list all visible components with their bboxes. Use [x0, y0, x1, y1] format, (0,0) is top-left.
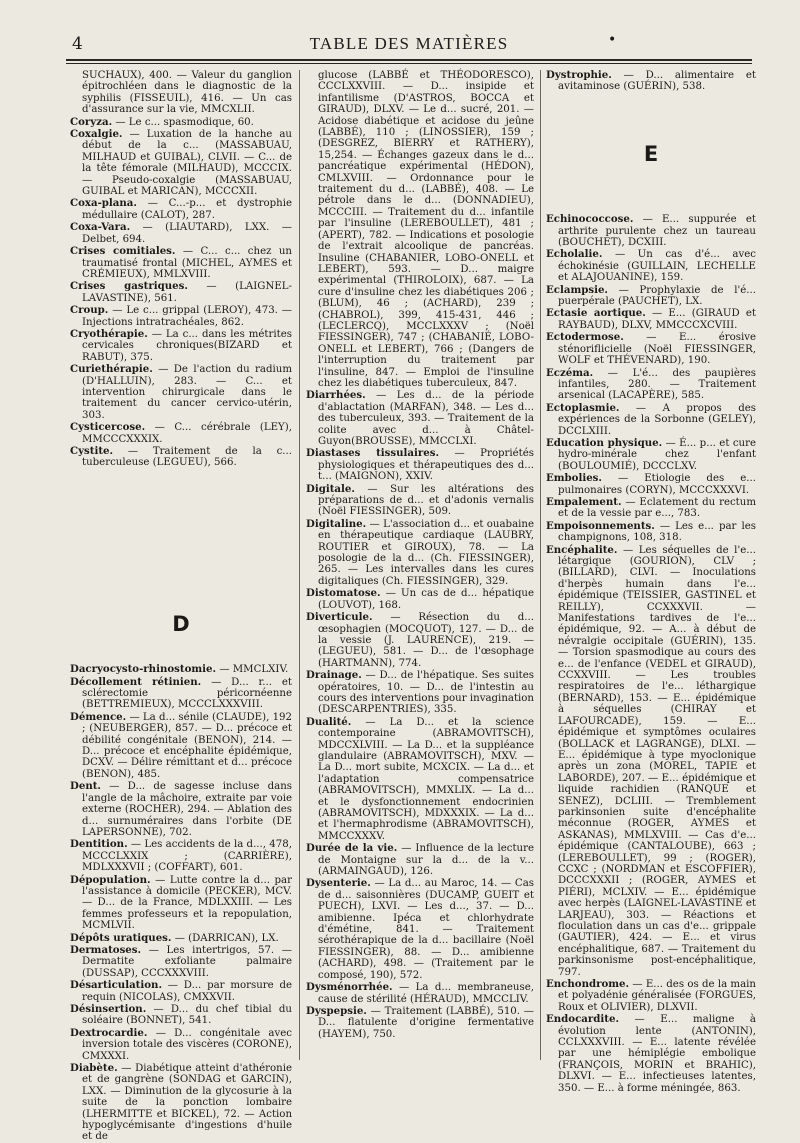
running-title: TABLE DES MATIÈRES — [309, 34, 509, 53]
header-rule — [66, 59, 752, 61]
index-entry — [546, 403, 756, 437]
entry-head: Embolies. — [546, 472, 602, 485]
entry-head: Dextrocardie. — [70, 1026, 148, 1039]
entry-text: — Traitement (LABBÉ), 510. — D... flatulente d'origine fermentative (HAYEM), 750. — [318, 1005, 534, 1040]
entry-head: Dysménorrhée. — [306, 981, 393, 994]
index-entry — [306, 519, 534, 587]
entry-head: Dermatoses. — [70, 943, 142, 956]
entry-head: Eclampsie. — [546, 283, 608, 296]
entry-head: Ectasie aortique. — [546, 307, 646, 320]
entry-text: — D... du chef tibial du soléaire (BONNET), 541. — [82, 1004, 292, 1027]
entry-head: Cryothérapie. — [70, 327, 148, 340]
entry-text: — Lutte contre la d... par l'assistance à domicile (PECKER), MCV. — D... de la France, MDLXXIII. — Les femmes professeurs et la repopulation, MCMLVII. — [82, 874, 292, 932]
entry-head: Empoisonnements. — [546, 519, 655, 532]
entry-text: — Un cas de d... hépatique (LOUVOT), 168. — [318, 588, 534, 611]
entry-head: Coxalgie. — [70, 128, 123, 141]
entry-head: Durée de la vie. — [306, 842, 398, 855]
entry-head: Coryza. — [70, 115, 113, 128]
entry-text: — D... alimentaire et avitaminose (GUÉRIN), 538. — [558, 70, 756, 93]
entry-head: Enchondrome. — [546, 978, 630, 991]
entry-head: Dualité. — [306, 715, 352, 728]
index-entry — [306, 448, 534, 482]
entry-head: Ectoplasmie. — [546, 401, 620, 414]
entry-head: Décollement rétinien. — [70, 675, 202, 688]
entry-text: — E... suppurée et arthrite purulente chez un taureau (BOUCHET), DCXIII. — [558, 214, 756, 249]
index-entry — [70, 246, 292, 280]
entry-text: — La d... sénile (CLAUDE), 192 ; (NEUBERGER), 857. — D... précoce et débilité congénitale (BENON), 214. — D... précoce et encéphalite épidémique, DCXV. — Délire rémittant et d... précoce (BENON), 485. — [82, 711, 293, 780]
index-entry — [70, 1063, 292, 1143]
index-entry — [70, 422, 292, 445]
entry-text: — (DARRICAN), LX. — [171, 932, 279, 944]
entry-head: Diverticule. — [306, 611, 373, 624]
index-entry — [306, 484, 534, 518]
entry-head: Diabète. — [70, 1062, 118, 1075]
entry-text: — La d... membraneuse, cause de stérilité (HÉRAUD), MMCCLIV. — [318, 982, 534, 1005]
index-entry — [546, 70, 756, 93]
entry-text: — Les e... par les champignons, 108, 318. — [558, 520, 756, 544]
entry-text: — La D... et la science contemporaine (ABRAMOVITSCH), MDCCXLVIII. — La D... et la suppléance glandulaire (ABRAMOVITSCH), MXV. — La D... mort subite, MCXCIX. — La d... et l'adaptation compensatrice (ABRAMOVITSCH), MMXLIX. — La d... et le dysfonctionnement endocrinien (ABRAMOVITSCH), MDXXXIX. — La d... et l'hermaphrodisme (ABRAMOVITSCH), MMCCXXXV. — [318, 716, 534, 842]
entry-head: Echolalie. — [546, 248, 603, 261]
index-entry — [70, 70, 292, 116]
entry-head: Digitaline. — [306, 517, 367, 530]
entry-text: — (LIAUTARD), LXX. — Delbet, 694. — [82, 222, 292, 245]
entry-head: Dépopulation. — [70, 873, 151, 886]
index-entry — [70, 364, 292, 421]
entry-text: — Le c... spasmodique, 60. — [112, 116, 254, 128]
entry-head: Diastases tissulaires. — [306, 447, 439, 460]
entry-head: Désarticulation. — [70, 979, 163, 992]
entry-text: — D... par morsure de requin (NICOLAS), CMXXVII. — [82, 980, 292, 1003]
index-entry — [70, 781, 292, 838]
entry-text: — Un cas d'é... avec échokinésie (GUILLAIN, LECHELLE et ALAJOUANINE), 159. — [558, 249, 756, 284]
index-entry — [70, 933, 292, 944]
entry-text: — É... p... et cure hydro-minérale chez l'enfant (BOULOUMIÉ), DCCCLXV. — [558, 437, 756, 472]
index-entry — [70, 446, 292, 469]
index-entry — [70, 329, 292, 363]
entry-text: — MMCLXIV. — [216, 664, 289, 676]
entry-head: Dacryocysto-rhinostomie. — [70, 663, 217, 676]
entry-text: — Influence de la lecture de Montaigne sur la d... de la v... (ARMAINGAUD), 126. — [318, 843, 535, 878]
section-letter-d: D — [172, 611, 190, 636]
index-entry — [306, 1006, 534, 1040]
entry-text: — E... maligne à évolution lente (ANTONIN), CCLXXXVIII. — E... latente révélée par une hémiplégie embolique (FRANÇOIS, MORIN et BRAHIC), DLXVI. — E... infectieuses latentes, 350. — E... à forme méningée, 863. — [558, 1014, 756, 1094]
entry-head: Endocardite. — [546, 1013, 619, 1026]
entry-text: — A propos des expériences de la Sorbonne (GELEY), DCCLXIII. — [558, 402, 756, 437]
entry-head: Empalement. — [546, 495, 622, 508]
entry-text: — (LAIGNEL-LAVASTINE), 561. — [82, 281, 293, 304]
entry-head: Ectodermose. — [546, 331, 624, 344]
entry-text: — Prophylaxie de l'é... puerpérale (PAUCHET), LX. — [558, 284, 756, 308]
section-letter-e: E — [643, 141, 659, 166]
entry-text: — Le c... grippal (LEROY), 473. — Injections intratrachéales, 862. — [82, 305, 292, 328]
index-entry — [546, 332, 756, 366]
entry-text: — Diabétique atteint d'athéronie et de gangrène (SONDAG et GARCIN), LXX. — Diminution de la glycosurie à la suite de la ponction lombaire (LHERMITTE et BICKEL), 72. — Action hypoglycémisante d'ingestions d'huile et de — [82, 1063, 292, 1143]
header-rule-thin — [66, 63, 752, 64]
entry-text: — Résection du d... œsophagien (MOCQUOT), 127. — D... de la vessie (J. LAURENCE), 219. — (LEGUEU), 581. — D... de l'œsophage (HARTMANN), 774. — [318, 612, 534, 669]
index-entry — [546, 979, 756, 1013]
entry-head: Cystite. — [70, 445, 114, 457]
entry-head: Démence. — [70, 710, 127, 723]
entry-text: glucose (LABBÉ et THÉODORESCO), CCCLXXVIII. — D... insipide et infantilisme (D'ASTROS, BOCCA et GIRAUD), DLXV. — Le d... sucré, 201. — Acidose diabétique et acidose du jeûne (LABBÉ), 110 ; (LINOSSIER), 159 ; (DESGREZ, BIERRY et RATHERY), 15,254. — Échanges gazeux dans le d... pancréatique expérimental (HÉDON), CMLXVIII. — Ordonnance pour le traitement du d... (LABBÉ), 408. — Le pétrole dans le d... (DONNADIEU), MCCCIII. — Traitement du d... infantile par l'insuline (LEREBOULLET), 481 ; (APERT), 782. — Indications et posologie de l'extrait alcoolique de pancréas. Insuline (CHABANIER, LOBO-ONELL et LEBERT), 593. — D... maigre expérimental (THIROLOIX), 687. — La cure d'insuline chez les diabétiques 206 ; (BLUM), 46 ; (ACHARD), 239 ; (CHABROL), 399, 415-431, 446 ; (LECLERCQ), MCCLXXXV ; (Noël FIESSINGER), 747 ; (CHABANIÉ, LOBO-ONELL et LEBERT), 766 ; (Dangers de l'interruption du traitement par l'insuline, 847. — Emploi de l'insuline chez les diabétiques tuberculeux, 847. — [318, 70, 534, 389]
entry-text: — Sur les altérations des préparations de d... et d'adonis vernalis (Noël FIESSINGER), 509. — [318, 483, 534, 518]
index-entry — [70, 875, 292, 932]
entry-head: Curiethérapie. — [70, 363, 153, 376]
entry-head: Crises comitiales. — [70, 245, 176, 258]
column-divider — [540, 70, 541, 1060]
entry-head: Dépôts uratiques. — [70, 931, 172, 944]
entry-text: — Propriétés physiologiques et thérapeutiques des d... t... (MAIGNON), XXIV. — [318, 448, 534, 483]
entry-text: — D... de l'hépatique. Ses suites opératoires, 10. — D... de l'intestin au cours des interventions pour invagination (DESCARPENTRIES), 335. — [318, 670, 534, 716]
entry-text: — Etiologie des e... pulmonaires (CORYN), MCCCXXXVI. — [558, 473, 756, 496]
entry-text: — E... érosive sténoriflicielle (Noël FIESSINGER, WOLF et THÉVENARD), 190. — [558, 332, 756, 367]
entry-text: — L'é... des paupières infantiles, 280. — Traitement arsenical (LACAPÈRE), 585. — [558, 367, 756, 402]
index-entry — [546, 285, 756, 308]
index-entry — [546, 545, 756, 978]
index-entry — [70, 1004, 292, 1027]
entry-text: — La d... au Maroc, 14. — Cas de d... saisonnières (DUCAMP, GUEIT et PUECH), LXVI. — Les d..., 37. — D... amibienne. Ipéca et chlorhydrate d'émétine, 841. — Traitement sérothérapique de la d... bacillaire (Noël FIESSINGER), 88. — D... amibienne (ACHARD), 498. — (Traitement par le composé, 190), 572. — [318, 878, 534, 981]
index-entry — [70, 1028, 292, 1062]
index-entry — [70, 712, 292, 780]
entry-head: Drainage. — [306, 669, 362, 682]
entry-text: — E... des os de la main et polyadénie généralisée (FORGUES, Roux et OLIVIER), DLXVII. — [558, 979, 756, 1013]
entry-text: — D... congénitale avec inversion totale des viscères (CORONE), CMXXXI. — [82, 1027, 292, 1062]
index-entry — [546, 249, 756, 283]
entry-text: — Les intertrigos, 57. — Dermatite exfoliante palmaire (DUSSAP), CCCXXXVIII. — [82, 944, 292, 979]
column-3 — [546, 69, 756, 1094]
entry-text: — La c... dans les métrites cervicales chroniques(BIZARD et RABUT), 375. — [82, 328, 292, 363]
entry-text: SUCHAUX), 400. — Valeur du ganglion épitrochléen dans le diagnostic de la syphilis (FISSEUIL), 416. — Un cas d'assurance sur la vie, MMCXLII. — [82, 70, 292, 116]
entry-text: — Eclatement du rectum et de la vessie par e..., 783. — [558, 496, 756, 520]
entries-d — [70, 664, 292, 1143]
entry-head: Coxa-Vara. — [70, 221, 131, 234]
index-entry — [546, 521, 756, 544]
index-entry — [306, 982, 534, 1005]
index-entry — [306, 843, 534, 877]
entry-head: Dyspepsie. — [306, 1004, 367, 1017]
entry-head: Dysenterie. — [306, 877, 371, 890]
entry-head: Education physique. — [546, 436, 663, 449]
index-entry — [546, 308, 756, 331]
index-entry — [306, 717, 534, 842]
index-entry — [70, 198, 292, 221]
entry-text: — D... r... et sclérectomie péricornéenne (BETTREMIEUX), MCCCLXXXVIII. — [82, 676, 293, 711]
index-entry — [70, 117, 292, 128]
index-entry — [306, 670, 534, 716]
index-entry — [306, 612, 534, 669]
entry-head: Encéphalite. — [546, 543, 618, 556]
column-1 — [70, 70, 293, 1143]
entry-head: Dent. — [70, 780, 101, 793]
index-entry — [70, 945, 292, 979]
entry-text: — D... de sagesse incluse dans l'angle de la mâchoire, extraite par voie externe (ROCHER), 294. — Ablation des d... surnuméraires dans l'orbite (DE LAPERSONNE), 702. — [82, 781, 292, 838]
entry-text: — C... c... chez un traumatisé frontal (MICHEL, AYMES et CRÉMIEUX), MMLXVIII. — [82, 246, 292, 280]
header-mark: • — [608, 32, 617, 48]
entry-text: — Luxation de la hanche au début de la c... (MASSABUAU, MILHAUD et GUIBAL), CLVII. — C... de la tête fémorale (MILHAUD), MCCCIX. — Pseudo-coxalgie (MASSABUAU, GUIBAL et MARICAN), MCCCXII. — [82, 129, 292, 198]
entry-text: — De l'action du radium (D'HALLUIN), 283. — C... et intervention chirurgicale dans le traitement du cancer cervico-utérin, 303. — [82, 364, 292, 421]
entries-c — [70, 70, 292, 469]
page-number: 4 — [72, 34, 83, 54]
entry-head: Digitale. — [306, 482, 355, 495]
column-2 — [306, 70, 534, 1060]
entry-text: — Traitement de la c... tuberculeuse (LEGUEU), 566. — [82, 446, 292, 469]
entry-head: Eczéma. — [546, 366, 594, 379]
index-entry — [70, 664, 292, 675]
index-entry — [306, 588, 534, 611]
index-entry — [70, 281, 292, 304]
entry-head: Coxa-plana. — [70, 197, 137, 210]
entry-text: — Les d... de la période d'ablactation (MARFAN), 348. — Les d... des tuberculeux, 393. — Traitement de la colite avec d... à Châtel-Guyon(BROUSSE), MMCCLXI. — [318, 390, 534, 447]
column-divider — [299, 70, 300, 1060]
index-entry — [70, 677, 292, 711]
entry-head: Crises gastriques. — [70, 280, 188, 293]
entry-head: Cysticercose. — [70, 421, 146, 434]
entry-text: — L'association d... et ouabaine en thérapeutique cardiaque (LAUBRY, ROUTIER et GIROUX), 78. — La posologie de la d... (Ch. FIESSINGER), 265. — Les intervalles dans les cures digitaliques (Ch. FIESSINGER), 329. — [318, 518, 534, 587]
index-entry — [546, 438, 756, 472]
index-entry — [70, 305, 292, 328]
entry-head: Dentition. — [70, 838, 128, 851]
entry-text: — C... cérébrale (LEY), MMCCCXXXIX. — [82, 422, 292, 445]
page-header — [66, 30, 752, 60]
entry-head: Diarrhées. — [306, 389, 366, 402]
entry-head: Echinococcose. — [546, 213, 634, 226]
entry-text: — E... (GIRAUD et RAYBAUD), DLXV, MMCCCXCVIII. — [558, 308, 756, 331]
index-entry — [70, 839, 292, 873]
index-entry — [70, 980, 292, 1003]
index-entry — [546, 497, 756, 520]
entry-head: Distomatose. — [306, 587, 381, 600]
entry-text: — Les séquelles de l'e... létargique (GOURION), CLV ; (BILLARD), CLVI. — Inoculations d'herpès humain dans l'e... épidémique (TEISSIER, GASTINEL et REILLY), CCXXXVII. — Manifestations tardives de l'e... épidémique, 92. — A... à début de névralgie occipitale (GUÉRIN), 135. — Torsion spasmodique au cours des e... de l'enfance (VEDEL et GIRAUD), CCXXVIII. — Les troubles respiratoires de l'e... léthargique (BERNARD), 153. — E... épidémique à séquelles (CHIRAY et LAFOURCADE), 159. — E... épidémique et symptômes oculaires (BOLLACK et LAGRANGE), DLXI. — E... épidémique à type myoclonique après un zona (MOREL, TAPIE et LABORDE), 207. — E... épidémique et liquide rachidien (RANQUE et SENEZ), DCLIII. — Tremblement parkinsonien suite d'encéphalite méconnue (ROGER, AYMES et ASKANAS), MMLXVIII. — Cas d'e... épidémique (CANTALOUBE), 663 ; (LEREBOULLET), 99 ; (ROGER), CCXC ; (NORDMAN et ESCOFFIER), DCCCXXXII ; (ROGER, AYMES et PIÉRI), MCLXIV. — E... épidémique avec herpès (LAIGNEL-LAVASTINE et LARJEAU), 303. — Réactions et floculation dans un cas d'e... grippale (GAUTIER), 424. — E... et virus encéphalitique, 687. — Traitement du parkinsonisme post-encéphalitique, 797. — [558, 544, 756, 978]
entry-text: — C...-p... et dystrophie médullaire (CALOT), 287. — [82, 198, 292, 221]
index-entry — [306, 70, 534, 389]
index-entry — [546, 368, 756, 402]
index-entry — [306, 390, 534, 447]
index-entry — [70, 222, 292, 245]
index-entry — [546, 214, 756, 248]
index-entry — [546, 473, 756, 496]
entry-text: — Les accidents de la d..., 478, MCCCLXXIX ; (CARRIÈRE), MDLXXXVII ; (COFFART), 601. — [82, 839, 292, 874]
index-entry — [546, 1014, 756, 1094]
entry-head: Dystrophie. — [546, 69, 612, 81]
index-entry — [70, 129, 292, 197]
index-entry — [306, 878, 534, 981]
entry-head: Croup. — [70, 304, 109, 317]
entry-head: Désinsertion. — [70, 1003, 147, 1015]
